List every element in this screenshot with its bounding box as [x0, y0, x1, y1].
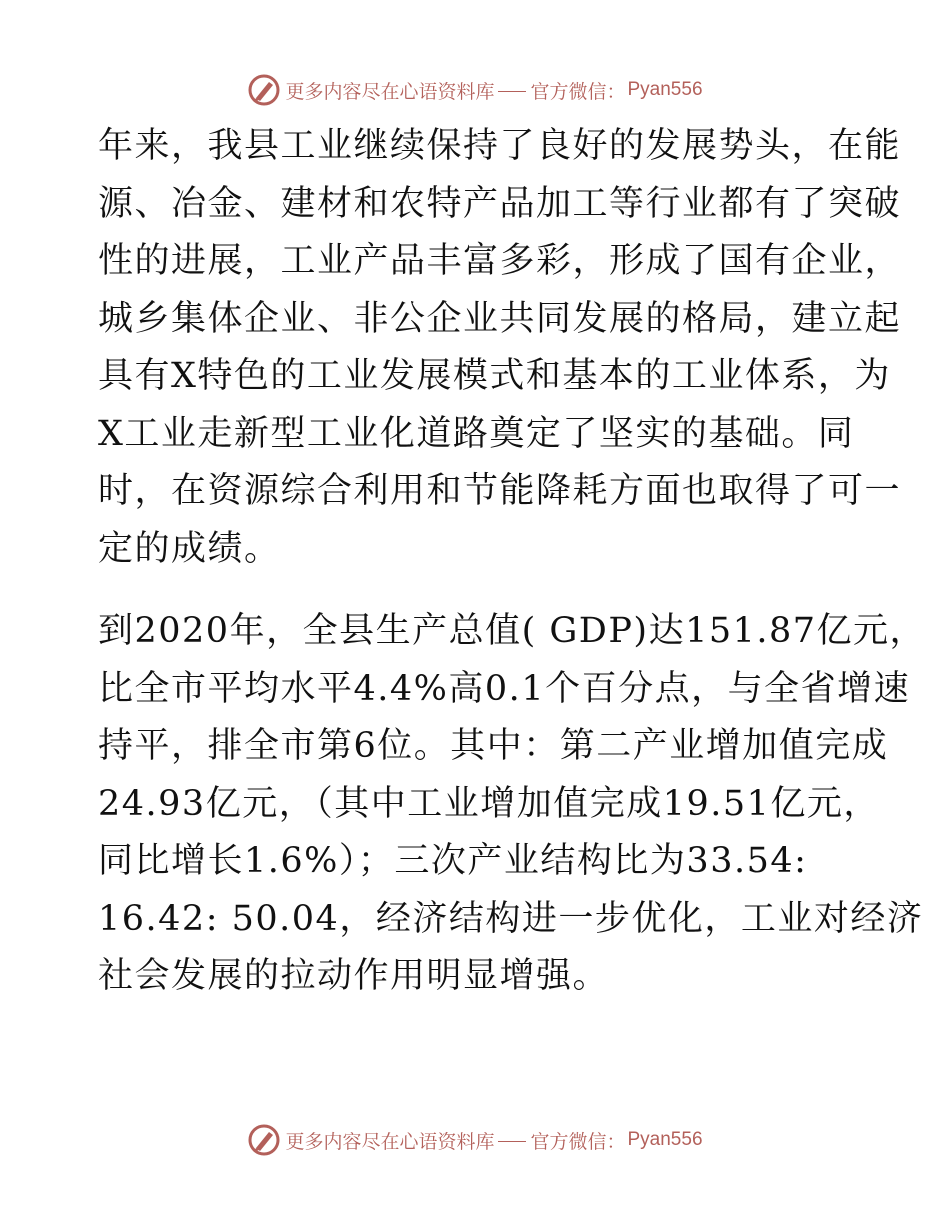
text-line: 具有X特色的工业发展模式和基本的工业体系，为 — [98, 356, 891, 396]
text-line: 性的进展，工业产品丰富多彩，形成了国有企业， — [98, 241, 902, 281]
text-line: 16.42: 50.04，经济结构进一步优化，工业对经济 — [98, 898, 924, 939]
document-body — [98, 118, 927, 1006]
watermark-wechat-id: Pyan556 — [627, 1129, 703, 1150]
header-watermark — [0, 68, 950, 112]
text-line: 时，在资源综合利用和节能降耗方面也取得了可一 — [98, 471, 902, 511]
pen-logo-icon — [247, 1123, 281, 1157]
paragraph-industry-overview — [98, 118, 902, 578]
text-line: 年来，我县工业继续保持了良好的发展势头，在能 — [98, 126, 902, 166]
watermark-wechat-id: Pyan556 — [627, 79, 703, 100]
text-line: X工业走新型工业化道路奠定了坚实的基础。同 — [98, 413, 855, 454]
text-line: 24.93亿元，（其中工业增加值完成19.51亿元， — [98, 783, 880, 824]
text-line: 持平，排全市第6位。其中：第二产业增加值完成 — [98, 726, 889, 766]
pen-logo-icon — [247, 73, 281, 107]
watermark-separator — [498, 91, 526, 92]
watermark-text: 更多内容尽在心语资料库 — [285, 1130, 495, 1153]
text-line: 比全市平均水平4.4%高0.1个百分点，与全省增速 — [98, 668, 911, 709]
text-line: 源、冶金、建材和农特产品加工等行业都有了突破 — [98, 183, 902, 224]
watermark-separator — [498, 1141, 526, 1142]
text-line: 定的成绩。 — [98, 528, 281, 569]
footer-watermark — [0, 1118, 950, 1162]
text-line: 城乡集体企业、非公企业共同发展的格局，建立起 — [98, 298, 902, 339]
watermark-label: 官方微信： — [530, 1130, 626, 1153]
text-line: 社会发展的拉动作用明显增强。 — [98, 956, 610, 996]
watermark-text: 更多内容尽在心语资料库 — [285, 80, 495, 103]
watermark-label: 官方微信： — [530, 80, 626, 103]
paragraph-gdp-2020 — [98, 603, 927, 1006]
text-line: 同比增长1.6%）；三次产业结构比为33.54: — [98, 841, 808, 881]
text-line: 到2020年，全县生产总值( GDP)达151.87亿元， — [98, 611, 927, 651]
